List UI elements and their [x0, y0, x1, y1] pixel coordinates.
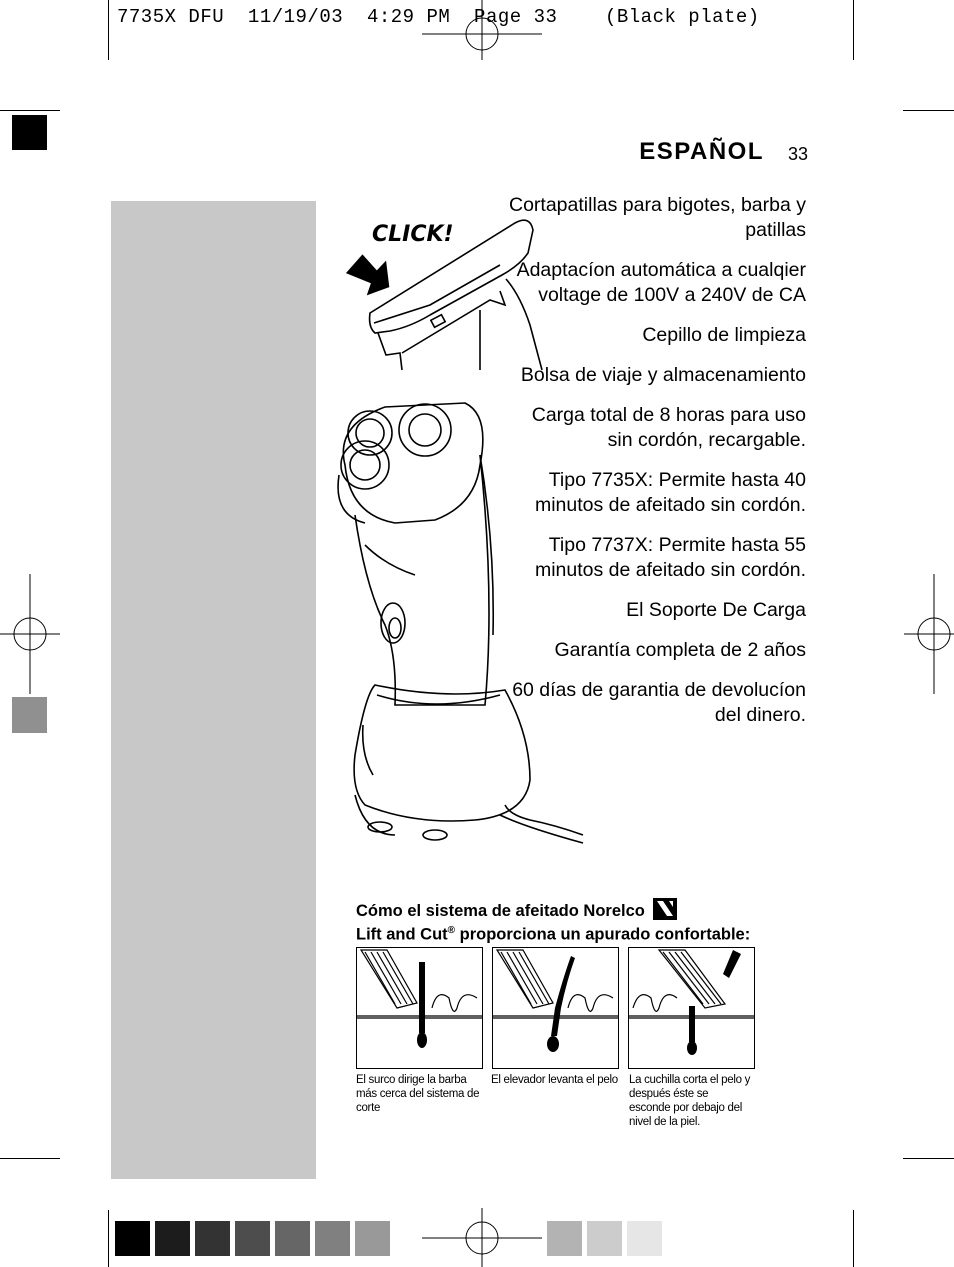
feature-7737x: Tipo 7737X: Permite hasta 55 minutos de afeitado sin cordón. [534, 534, 806, 581]
lift-cut-panel-1 [356, 947, 483, 1069]
norelco-logo-icon [653, 898, 677, 920]
heading-line2a: Lift and Cut [356, 925, 448, 944]
registration-black-square [12, 115, 47, 150]
lift-cut-panel-2 [492, 947, 619, 1069]
gray-step-6 [315, 1221, 350, 1256]
gray-step-3 [195, 1221, 230, 1256]
gray-step-10 [627, 1221, 662, 1256]
lifter-diagram [493, 948, 618, 1068]
gray-step-7 [355, 1221, 390, 1256]
gray-step-9 [587, 1221, 622, 1256]
registration-gray-square [12, 697, 47, 733]
feature-money-back: 60 días de garantia de devolucíon del dinero. [512, 679, 806, 726]
feature-brush: Cepillo de limpieza [642, 324, 806, 346]
print-header: 7735X DFU 11/19/03 4:29 PM Page 33 (Black plate) [117, 6, 760, 28]
heading-line2b: proporciona un apurado confortable: [455, 925, 751, 944]
page-number: 33 [788, 144, 809, 164]
lift-and-cut-heading [356, 898, 750, 945]
feature-list [506, 193, 806, 743]
cutter-diagram [629, 948, 754, 1068]
registered-mark: ® [447, 925, 456, 936]
section-title: ESPAÑOL [639, 138, 764, 165]
feature-7735x: Tipo 7735X: Permite hasta 40 minutos de afeitado sin cordón. [534, 469, 806, 516]
panel-caption-2: El elevador levanta el pelo [491, 1074, 618, 1086]
groove-diagram [357, 948, 482, 1068]
feature-warranty: Garantía completa de 2 años [554, 639, 806, 661]
panel-caption-1: El surco dirige la barba más cerca del sistema de corte [356, 1074, 480, 1114]
gray-step-1 [115, 1221, 150, 1256]
gray-step-8 [547, 1221, 582, 1256]
feature-stand: El Soporte De Carga [626, 599, 806, 621]
gray-step-2 [155, 1221, 190, 1256]
feature-trimmer: Cortapatillas para bigotes, barba y patillas [508, 194, 806, 241]
panel-caption-3: La cuchilla corta el pelo y después éste se esconde por debajo del nivel de la piel. [629, 1074, 751, 1128]
gray-step-4 [235, 1221, 270, 1256]
side-panel [111, 201, 316, 1179]
gray-step-5 [275, 1221, 310, 1256]
feature-charge: Carga total de 8 horas para uso sin cordón, recargable. [531, 404, 806, 451]
lift-cut-panel-3 [628, 947, 755, 1069]
click-label: CLICK! [372, 222, 454, 247]
heading-line1: Cómo el sistema de afeitado Norelco [356, 902, 645, 920]
feature-pouch: Bolsa de viaje y almacenamiento [520, 364, 806, 386]
feature-voltage: Adaptacíon automática a cualqier voltage de 100V a 240V de CA [516, 259, 806, 306]
